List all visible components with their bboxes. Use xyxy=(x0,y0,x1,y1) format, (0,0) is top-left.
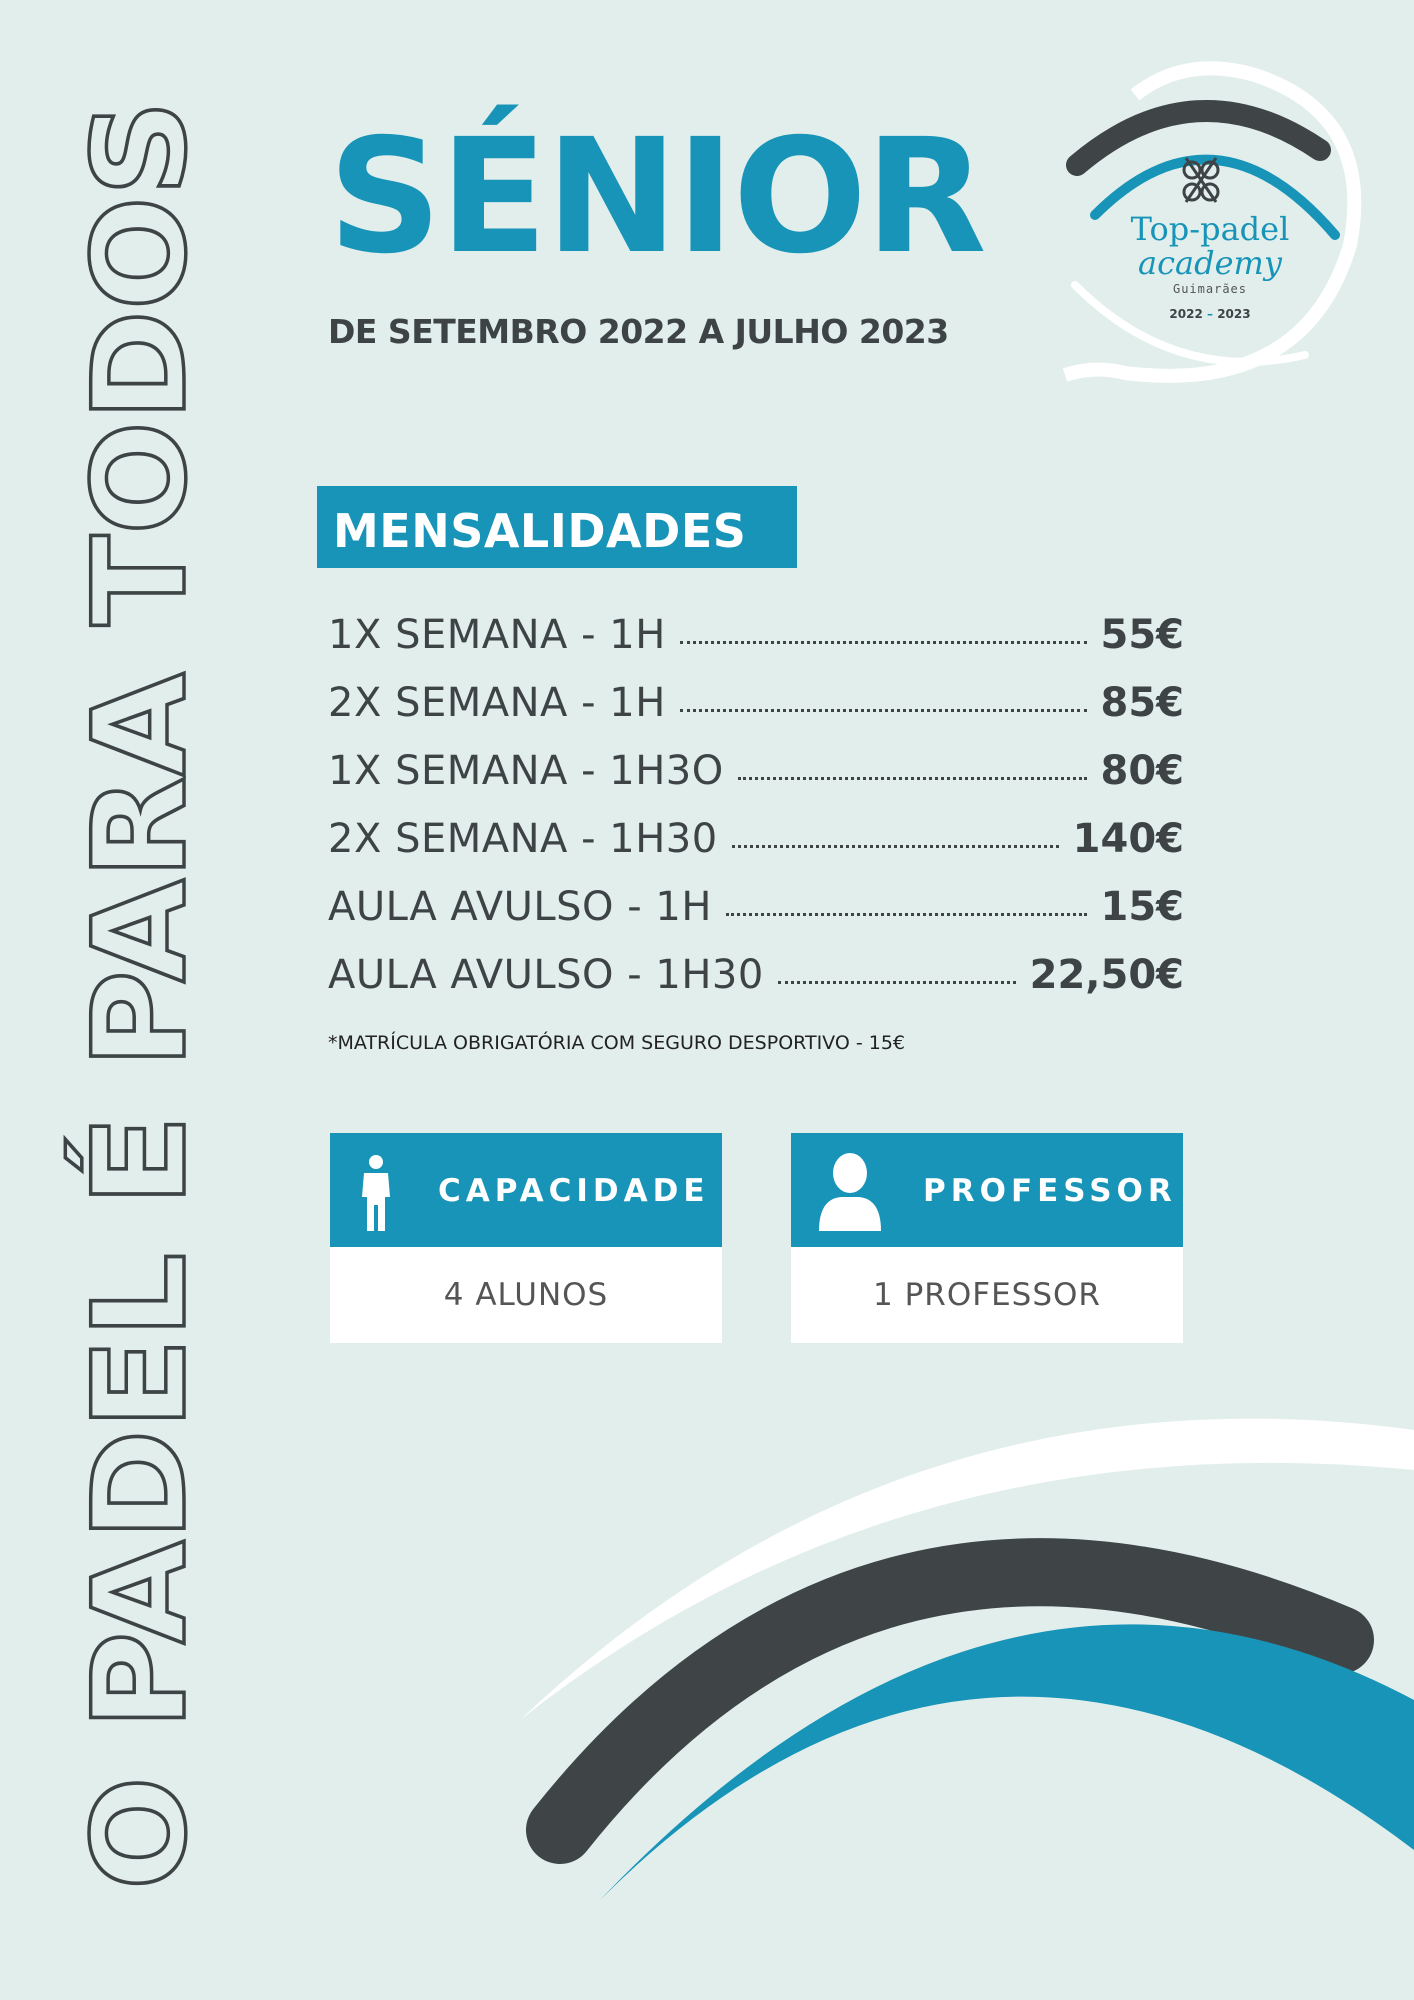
vertical-slogan xyxy=(66,100,215,1890)
logo-city: Guimarães xyxy=(1172,282,1248,296)
user-avatar-icon xyxy=(819,1153,881,1231)
capacity-card xyxy=(330,1133,722,1343)
dot-leader xyxy=(680,641,1087,644)
price-value: 22,50€ xyxy=(1029,952,1184,998)
slogan-text: O PADEL É PARA TODOS xyxy=(66,177,215,1890)
price-value: 15€ xyxy=(1100,884,1184,930)
dot-leader xyxy=(680,709,1087,712)
card-value: 4 ALUNOS xyxy=(443,1277,609,1313)
price-label: 1X SEMANA - 1H xyxy=(328,612,666,658)
price-value: 80€ xyxy=(1100,748,1184,794)
academy-logo xyxy=(1055,55,1365,385)
card-header xyxy=(330,1133,722,1247)
price-label: 2X SEMANA - 1H30 xyxy=(328,816,718,862)
price-row xyxy=(328,748,1184,816)
page-title: SÉNIOR xyxy=(328,105,985,289)
dot-leader xyxy=(732,845,1059,848)
logo-year-end: 2023 xyxy=(1217,307,1251,321)
enrollment-note: *MATRÍCULA OBRIGATÓRIA COM SEGURO DESPORTIVO - 15€ xyxy=(328,1032,906,1054)
price-value: 85€ xyxy=(1100,680,1184,726)
logo-years xyxy=(1055,307,1365,321)
card-value: 1 PROFESSOR xyxy=(873,1277,1101,1313)
logo-line-1: Top-padel xyxy=(1130,210,1290,248)
price-label: AULA AVULSO - 1H30 xyxy=(328,952,764,998)
dot-leader xyxy=(726,913,1087,916)
logo-year-separator: – xyxy=(1207,307,1213,321)
card-title: PROFESSOR xyxy=(923,1173,1177,1209)
card-title: CAPACIDADE xyxy=(438,1173,710,1209)
section-title: MENSALIDADES xyxy=(333,504,747,558)
dot-leader xyxy=(738,777,1087,780)
price-value: 140€ xyxy=(1072,816,1184,862)
price-row xyxy=(328,952,1184,1020)
price-row xyxy=(328,612,1184,680)
teacher-card xyxy=(791,1133,1183,1343)
price-value: 55€ xyxy=(1100,612,1184,658)
section-banner xyxy=(317,486,797,568)
price-label: 1X SEMANA - 1H3O xyxy=(328,748,724,794)
price-row xyxy=(328,816,1184,884)
person-icon xyxy=(358,1155,394,1231)
logo-year-start: 2022 xyxy=(1169,307,1203,321)
logo-line-2: academy xyxy=(1138,244,1282,282)
price-row xyxy=(328,680,1184,748)
price-label: 2X SEMANA - 1H xyxy=(328,680,666,726)
price-list xyxy=(328,612,1184,1020)
card-header xyxy=(791,1133,1183,1247)
price-row xyxy=(328,884,1184,952)
dot-leader xyxy=(778,981,1016,984)
season-dates: DE SETEMBRO 2022 A JULHO 2023 xyxy=(328,312,949,351)
price-label: AULA AVULSO - 1H xyxy=(328,884,712,930)
